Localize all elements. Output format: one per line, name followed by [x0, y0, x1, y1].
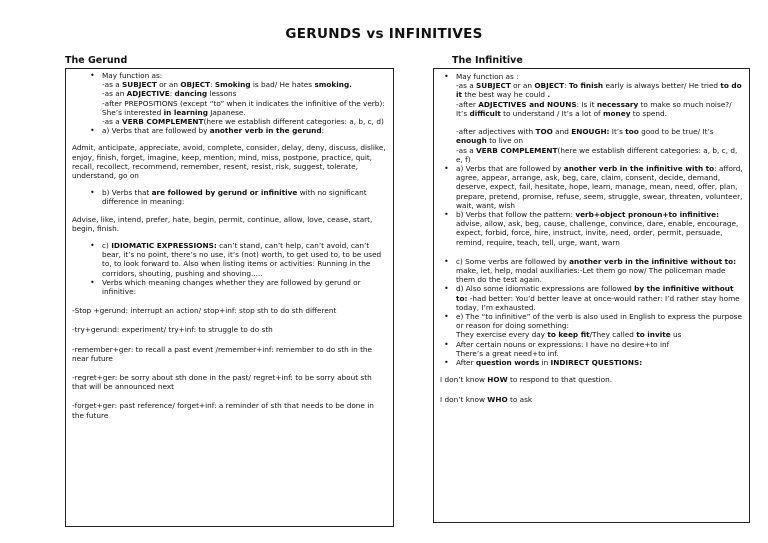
- bold-text: another verb in the infinitive without to:: [569, 256, 737, 266]
- bold-text: by the infinitive without to:: [456, 284, 734, 303]
- text: to understand / It’s a lot of: [500, 108, 603, 118]
- bold-text: VERB COMPLEMENT: [122, 117, 204, 127]
- text-line: [456, 100, 744, 118]
- remember-rule: -remember+ger: to recall a past event /remember+inf: remember to do sth in the near future: [72, 344, 373, 363]
- text: to live on: [486, 136, 524, 146]
- text-line: [456, 164, 744, 210]
- bold-text: SUBJECT: [122, 80, 157, 90]
- bold-text: To finish: [568, 81, 604, 91]
- text: After: [456, 358, 476, 368]
- infinitive-category-e-bullet: [440, 312, 744, 340]
- bold-text: INDIRECT QUESTIONS:: [550, 358, 643, 368]
- regret-rule: -regret+ger: be sorry about sth done in the past/ regret+inf: to be sorry about sth that will be announced next: [72, 373, 372, 392]
- text-line: [102, 278, 388, 296]
- text: c): [102, 241, 112, 251]
- bold-text: ENOUGH:: [571, 127, 610, 137]
- bold-text: OBJECT: [180, 80, 211, 90]
- bold-text: question words: [475, 358, 540, 368]
- text: -had better: You’d better leave at once-would rather: I’d rather stay home today, I’m exhausted.: [456, 293, 740, 312]
- infinitive-heading: The Infinitive: [452, 55, 523, 66]
- text-line: [102, 188, 388, 206]
- text-line: [102, 80, 388, 89]
- text: They exercise every day: [456, 330, 548, 340]
- bold-text: dancing: [174, 89, 208, 99]
- bold-text: IDIOMATIC EXPRESSIONS:: [111, 241, 217, 251]
- bold-text: TOO: [535, 127, 553, 137]
- gerund-category-b-bullet: [86, 188, 388, 206]
- infinitive-question-words-bullet: [440, 358, 744, 367]
- text: c) Some verbs are followed by: [456, 256, 570, 266]
- infinitive-category-a-bullet: [440, 164, 744, 210]
- gerund-verb-list: Admit, anticipate, appreciate, avoid, complete, consider, delay, deny, discuss, dislike, enjoy, finish, forget, imagine, keep, mention, mind, miss, postpone, practice, quit, recall, recollect, recommend, remember, resent, resist, risk, suggest, tolerate, understand, go on: [72, 143, 386, 181]
- gerund-heading: The Gerund: [65, 55, 128, 66]
- text-line: [456, 210, 744, 247]
- text: -after PREPOSITIONS (except “to” when it indicates the infinitive of the verb): She’s interested: [102, 98, 385, 117]
- text: I don’t know: [440, 394, 488, 404]
- text: There’s a great need+to inf.: [456, 348, 559, 358]
- gerund-box: [65, 68, 394, 527]
- infinitive-category-c-bullet: [440, 257, 744, 285]
- bold-text: difficult: [469, 108, 501, 118]
- text-line: [456, 358, 744, 367]
- bold-text: enough: [456, 136, 487, 146]
- bold-text: necessary: [596, 99, 639, 109]
- bold-text: are followed by gerund or infinitive: [151, 188, 298, 198]
- text-line: [102, 241, 388, 278]
- text: in: [539, 358, 551, 368]
- text: early is always better/ He tried: [603, 81, 721, 91]
- text: -after: [456, 99, 479, 109]
- text: :: [169, 89, 175, 99]
- text-line: [102, 71, 388, 80]
- text: : afford, agree, appear, arrange, ask, beg, care, claim, consent, decide, demand, deserve, expect, fail, hesitate, hope, learn, manage, mean, need, offer, plan, prepare, pretend, promise, refuse, seem, struggle, swear, threaten, volunteer, wait, want, wish: [456, 164, 743, 210]
- text: a) Verbs that are followed by: [456, 164, 564, 174]
- bold-text: VERB COMPLEMENT: [476, 145, 558, 155]
- text: May function as:: [102, 71, 163, 80]
- gerund-meaning-change-bullet: [86, 278, 388, 296]
- bold-text: too: [625, 127, 639, 137]
- text-line: [102, 89, 388, 98]
- infinitive-functions-bullet: [440, 72, 744, 164]
- how-example: [440, 375, 744, 384]
- gerund-idioms-bullet: [86, 241, 388, 278]
- stop-rule: -Stop +gerund: interrupt an action/ stop+inf: stop sth to do sth different: [72, 306, 337, 316]
- text: make, let, help, modal auxiliaries:-Let them go now/ The policeman made them do the test again.: [456, 266, 726, 285]
- text-line: [102, 99, 388, 117]
- bold-text: SUBJECT: [476, 81, 511, 91]
- infinitive-category-f-bullet: [440, 340, 744, 358]
- text: lessons: [207, 89, 237, 99]
- text: to ask: [507, 394, 533, 404]
- bold-text: HOW: [487, 375, 508, 385]
- text-line: [456, 81, 744, 99]
- text: advise, allow, ask, beg, cause, challenge, convince, dare, enable, encourage, expect, forbid, force, hire, instruct, invite, need, order, permit, persuade, remind, require, teach, tell, urge, want, warn: [456, 219, 739, 247]
- text: d) Also some idiomatic expressions are followed: [456, 284, 635, 294]
- forget-rule: -forget+ger: past reference/ forget+inf: a reminder of sth that needs to be done in the future: [72, 401, 374, 420]
- text: -as a: [102, 117, 123, 127]
- text: is bad/ He hates: [250, 80, 315, 90]
- text: a) Verbs that are followed by: [102, 126, 210, 136]
- bold-text: to invite: [636, 330, 671, 340]
- text-line: [456, 118, 744, 127]
- text-line: [456, 340, 744, 349]
- text-line: [456, 330, 744, 339]
- text: e) The “to infinitive” of the verb is also used in English to express the purpose or reason for doing something:: [456, 312, 742, 331]
- text-line: [456, 72, 744, 81]
- infinitive-category-d-bullet: [440, 284, 744, 312]
- bold-text: in learning: [163, 107, 208, 117]
- text-line: [102, 126, 388, 135]
- text: b) Verbs that: [102, 188, 152, 198]
- text: -as an: [102, 89, 127, 99]
- text: good to be true/ It’s: [638, 127, 714, 137]
- text: -after adjectives with: [456, 127, 536, 137]
- text: us: [670, 330, 682, 340]
- bold-text: to do it: [456, 81, 742, 100]
- text-line: [456, 257, 744, 285]
- bold-text: verb+object pronoun+to infinitive:: [575, 210, 720, 220]
- text: -as a: [456, 145, 477, 155]
- bold-text: ADJECTIVES and NOUNS: [478, 99, 577, 109]
- text: b) Verbs that follow the pattern:: [456, 210, 576, 220]
- text: Japanese.: [207, 107, 246, 117]
- text: to respond to that question.: [507, 375, 613, 385]
- bold-text: Smoking: [214, 80, 251, 90]
- text: with no significant difference in meaning:: [102, 188, 367, 207]
- text: -as a: [456, 81, 477, 91]
- text-line: [456, 146, 744, 164]
- infinitive-box: [433, 68, 750, 523]
- text: (here we establish different categories: a, b, c, d): [203, 117, 384, 127]
- text: : Is it: [576, 99, 597, 109]
- text-line: [456, 127, 744, 145]
- bold-text: OBJECT: [534, 81, 565, 91]
- text: :: [321, 126, 325, 136]
- bold-text: another verb in the infinitive with to: [563, 164, 715, 174]
- text: or an: [510, 81, 535, 91]
- bold-text: .: [547, 90, 551, 100]
- text: Verbs which meaning changes whether they are followed by gerund or infinitive:: [102, 277, 361, 297]
- gerund-category-a-bullet: [86, 126, 388, 135]
- text: [456, 118, 458, 127]
- text: :: [564, 81, 569, 91]
- text-line: [456, 349, 744, 358]
- bold-text: ADJECTIVE: [126, 89, 170, 99]
- text: :: [210, 80, 215, 90]
- text: or an: [156, 80, 181, 90]
- text: and: [552, 127, 572, 137]
- text: can’t stand, can’t help, can’t avoid, can’t bear, it’s no point, there’s no use, it’s (not) worth, to get used to, to be used to, to look forward to. Also when listing items or activities: Running in the corridors, shouting, pushing and shoving.....: [102, 241, 382, 278]
- text: to make so much noise?/ It’s: [456, 99, 732, 118]
- text-line: [456, 284, 744, 312]
- bold-text: another verb in the gerund: [209, 126, 322, 136]
- infinitive-category-b-bullet: [440, 210, 744, 247]
- text: /They called: [589, 330, 637, 340]
- document-title: GERUNDS vs INFINITIVES: [285, 26, 483, 42]
- gerund-or-infinitive-list: Advise, like, intend, prefer, hate, begin, permit, continue, allow, love, cease, start, begin, finish.: [72, 214, 373, 233]
- text: -as a: [102, 80, 123, 90]
- text: the best way he could: [462, 90, 548, 100]
- text: After certain nouns or expressions: I have no desire+to inf: [456, 339, 670, 349]
- gerund-functions-bullet: [86, 71, 388, 126]
- text: to spend.: [630, 108, 667, 118]
- bold-text: WHO: [487, 394, 508, 404]
- bold-text: to keep fit: [547, 330, 590, 340]
- text: May function as :: [456, 72, 519, 81]
- text: I don’t know: [440, 375, 488, 385]
- text-line: [102, 117, 388, 126]
- bold-text: money: [602, 108, 631, 118]
- bold-text: smoking.: [314, 80, 352, 90]
- who-example: [440, 395, 744, 404]
- try-rule: -try+gerund: experiment/ try+inf: to struggle to do sth: [72, 325, 273, 335]
- text-line: [456, 312, 744, 330]
- text: (here we establish different categories: a, b, c, d, e, f): [456, 145, 738, 164]
- text: It’s: [609, 127, 626, 137]
